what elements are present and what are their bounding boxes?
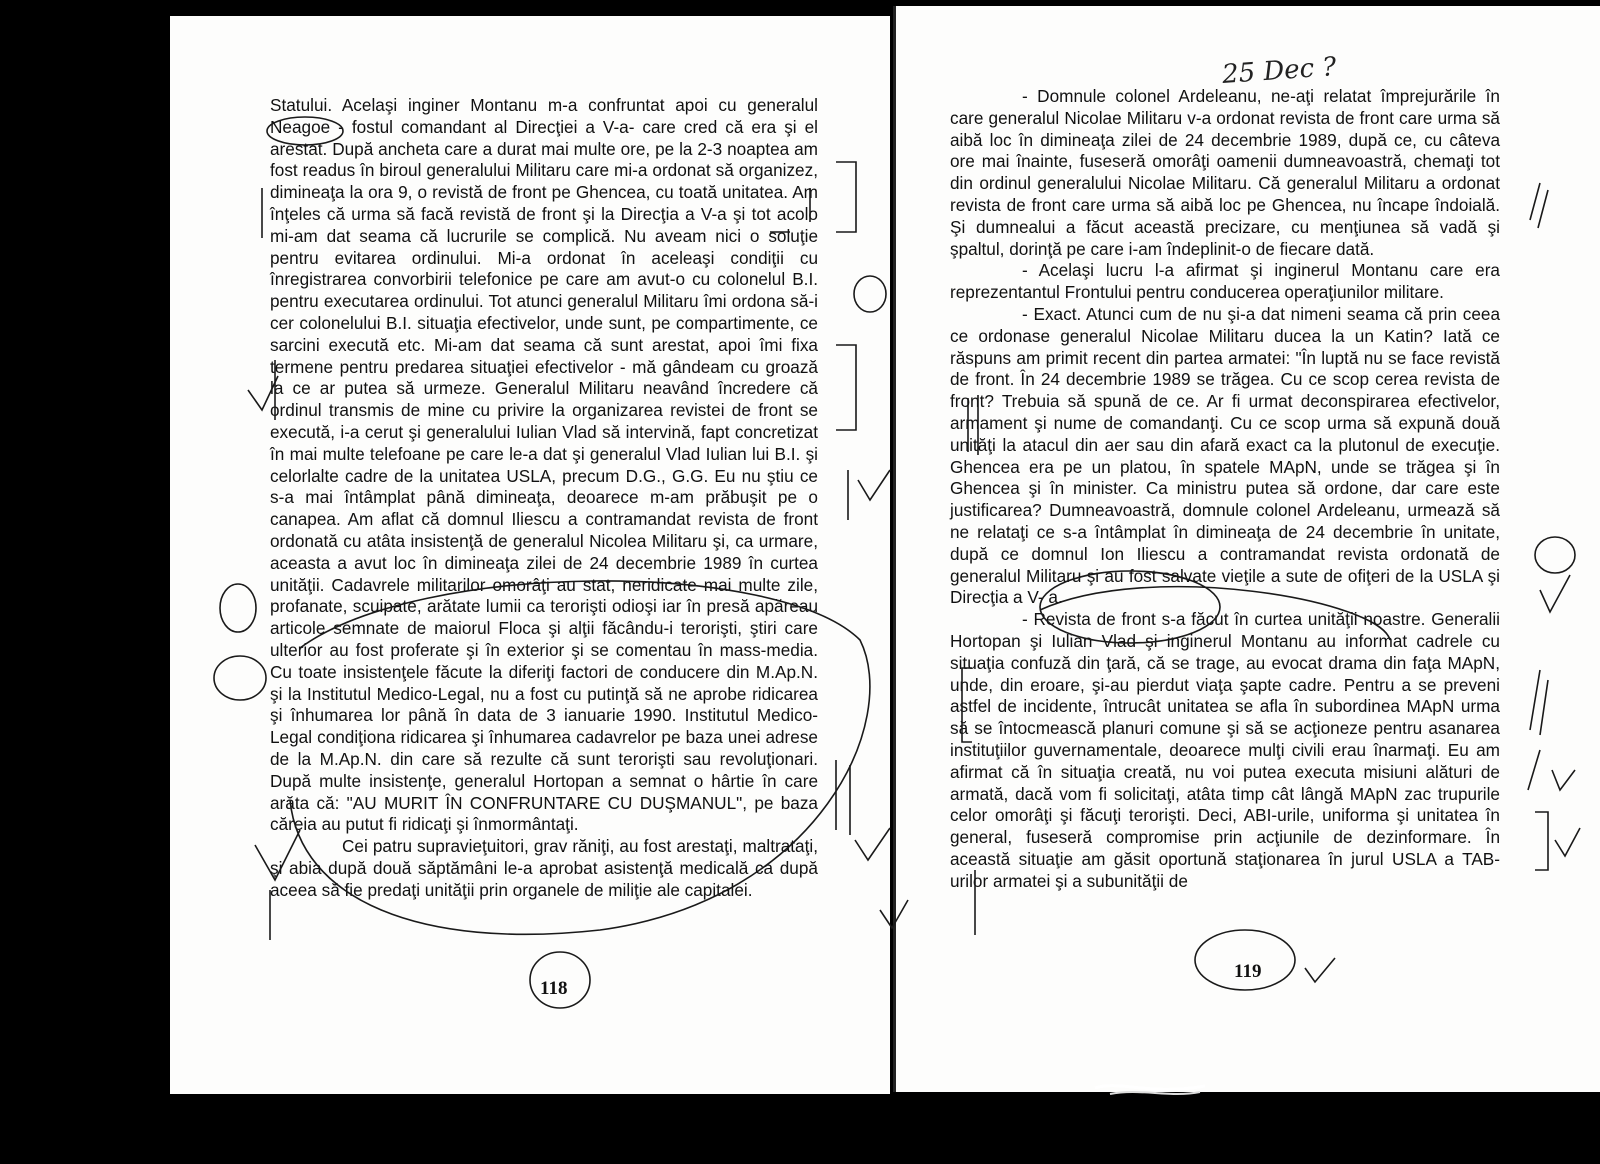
right-paragraph-4: - Revista de front s-a făcut în curtea unităţii noastre. Generalii Hortopan şi Iulian Vlad şi inginerul Montanu au informat cadrele cu situaţia confuză din ţară, că se trage, au evocat drama din faţa MApN, unde, din eroare, şi-au pierdut viaţa şapte cadre. Pentru a se preveni astfel de incidente, întrucât unitatea se afla în subordinea MApN urma să se întocmească planuri comune şi să se acţioneze pentru asanarea instituţiilor guvernamentale, deoarece mulţi civili erau înarmaţi. Eu am afirmat că în situaţia creată, nu voi putea executa misiuni alături de armată, dacă vom fi solicitaţi, atâta timp cât lângă MApN zac trupurile celor omorâţi şi făcuţi terorişti. Deci, ABI-urile, uniforma şi unitatea în general, fuseseră compromise prin acţiunile de dezinformare. În această situaţie am găsit oportună staţionarea în jurul USLA a TAB-urilor armatei şi a subunităţii de	[950, 609, 1500, 891]
right-paragraph-3: - Exact. Atunci cum de nu şi-a dat nimeni seama că prin ceea ce ordonase generalul Nicolae Militaru ducea la un Katin? Iată ce răspuns am primit recent din partea armatei: "În luptă nu se face revistă de front. În 24 decembrie 1989 se trăgea. Cu ce scop cerea revista de front? Trebuia să spună de ce. Ar fi urmat deconspirarea efectivelor, armament şi nume de comandanţi. Cu ce scop urma să expună două unităţi la atacul din aer sau din afară exact ca la plutonul de execuţie. Ghencea era pe un platou, în spatele MApN, unde se trăgea şi în Ghencea şi în minister. Ca ministru putea să ordone, dar care este justificarea? Dumneavoastră, domnule colonel Ardeleanu, urmează să ne relataţi ce s-a întâmplat în dimineaţa de 24 decembrie în unitate, după ce domnul Ion Iliescu a contramandat revista ordonată de generalul Militaru şi au fost salvate vieţile a sute de ofiţeri de la USLA şi Direcţia a V- a.	[950, 303, 1500, 608]
right-page	[896, 6, 1600, 1092]
right-page-number: 119	[1234, 961, 1262, 982]
left-paragraph-1: Statului. Acelaşi inginer Montanu m-a confruntat apoi cu generalul Neagoe - fostul comandant al Direcţiei a V-a- care cred că era şi el arestat. După ancheta care a durat mai multe ore, pe la 2-3 noaptea am fost readus în biroul generalului Militaru care mi-a ordonat să organizez, dimineaţa la ora 9, o revistă de front pe Ghencea, cu toată unitatea. Am înţeles că urma să facă revistă de front şi la Direcţia a V-a şi tot acolo mi-am dat seama că lucrurile se complică. Nu aveam nici o soluţie pentru evitarea ordinului. Mi-a ordonat în aceleaşi condiţii cu înregistrarea convorbirii telefonice pe care am avut-o cu colonelul B.I. pentru executarea ordinului. Tot atunci generalul Militaru îmi ordona să-i cer colonelului B.I. situaţia efectivelor, unde sunt, pe compartimente, ce sarcini execută etc. Mi-am dat seama că sunt arestat, apoi îmi fixa termene pentru predarea situaţiei efectivelor - mă gândeam cu groază la ce ar putea să urmeze. Generalul Militaru neavând încredere că ordinul transmis de mine cu privire la organizarea revistei de front se execută, i-a cerut şi generalului Iulian Vlad să intervină, fapt concretizat în mai multe telefoane pe care le-a dat şi generalul Vlad Iulian lui B.I. şi celorlalte cadre de la unitatea USLA, precum D.G., G.G. Eu nu ştiu ce s-a mai întâmplat până dimineaţa, deoarece m-am prăbuşit pe o canapea. Am aflat că domnul Iliescu a contramandat revista de front ordonată cu atâta insistenţă de generalul Nicolea Militaru şi, ca urmare, aceasta a avut loc în dimineaţa zilei de 24 decembrie 1989 în curtea unităţii. Cadavrele militarilor omorâţi au stat, neridicate mai multe zile, profanate, scuipate, arătate lumii ca terorişti odioşi iar în presă apăreau articole semnate de maiorul Floca şi alţii făcându-i terorişti, ştiri care ulterior au fost proferate şi în exterior şi se comentau în mass-media. Cu toate insistenţele făcute la diferiţi factori de conducere din M.Ap.N. şi la Institutul Medico-Legal, nu a fost cu putinţă să ne aprobe ridicarea şi înhumarea lor până în data de 3 ianuarie 1990. Institutul Medico-Legal condiţiona ridicarea şi înhumarea cadavrelor pe baza unei adrese de la M.Ap.N. din care să rezulte că sunt terorişti sau revoluţionari. După multe insistenţe, generalul Hortopan a semnat o hârtie în care arăta că: "AU MURIT ÎN CONFRUNTARE CU DUŞMANUL", pe baza căreia au putut fi ridicaţi şi înmormântaţi.	[270, 95, 818, 835]
right-paragraph-2: - Acelaşi lucru l-a afirmat şi inginerul Montanu care era reprezentantul Frontului pentru conducerea operaţiunilor militare.	[950, 260, 1500, 303]
handwritten-date-note: 25 Dec ?	[1221, 52, 1338, 90]
scan-smudge	[1090, 1078, 1210, 1100]
left-paragraph-2: Cei patru supravieţuitori, grav răniţi, au fost arestaţi, maltrataţi, şi abia după două săptămâni le-a aprobat asistenţă medicală ca după aceea să fie predaţi unităţii prin organele de miliţie ale capitalei.	[270, 836, 818, 900]
left-page-number: 118	[540, 978, 568, 999]
left-page	[170, 16, 890, 1094]
right-paragraph-1: - Domnule colonel Ardeleanu, ne-aţi relatat împrejurările în care generalul Nicolae Militaru v-a ordonat revista de front care urma să aibă loc în dimineaţa zilei de 24 decembrie 1989, după ce, cu câteva ore mai înainte, fuseseră omorâţi oamenii dumneavoastră, chemaţi tot din ordinul generalului Nicolae Militaru. Că generalul Militaru a ordonat revista de front care urma să aibă loc pe Ghencea, nu încape îndoială. Şi dumnealui a făcut această precizare, cu menţiunea să vadă şi şpaltul, dorinţă pe care i-am îndeplinit-o de fiecare dată.	[950, 86, 1500, 259]
right-page-text	[950, 86, 1500, 892]
left-page-text	[270, 95, 818, 901]
